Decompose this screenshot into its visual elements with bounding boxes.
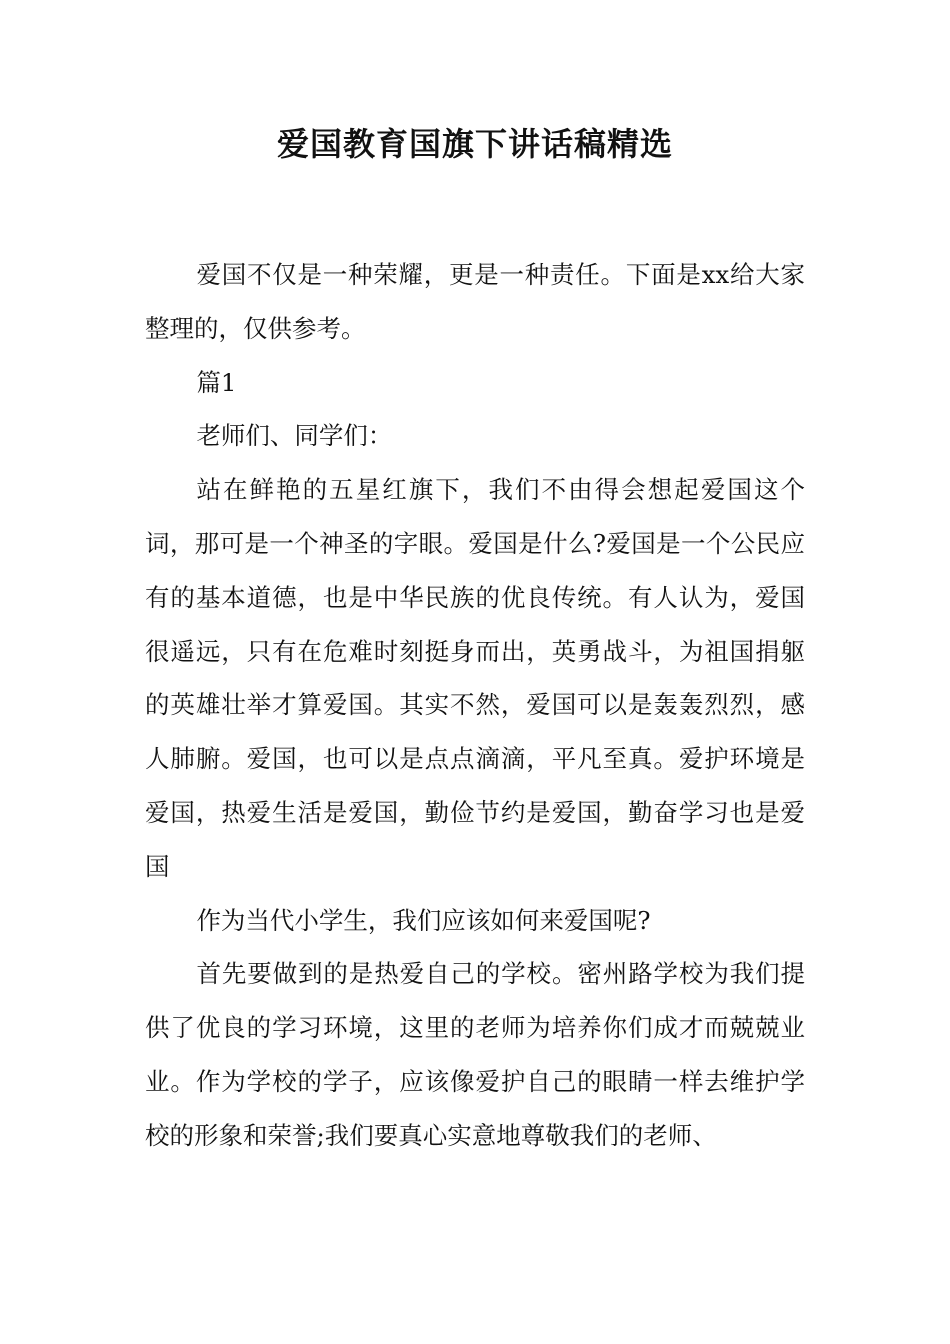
salutation: 老师们、同学们： (196, 421, 393, 451)
document-title: 爱国教育国旗下讲话稿精选 (276, 125, 673, 163)
document-body (145, 248, 805, 1163)
section-heading: 篇1 (196, 367, 237, 397)
body-paragraph: 首先要做到的是热爱自己的学校。密州路学校为我们提供了优良的学习环境，这里的老师为培养你们成才而兢兢业业。作为学校的学子，应该像爱护自己的眼睛一样去维护学校的形象和荣誉;我们要真心实意地尊敬我们的老师、 (145, 959, 805, 1150)
body-paragraph: 站在鲜艳的五星红旗下，我们不由得会想起爱国这个词，那可是一个神圣的字眼。爱国是什么?爱国是一个公民应有的基本道德，也是中华民族的优良传统。有人认为，爱国很遥远，只有在危难时刻挺身而出，英勇战斗，为祖国捐躯的英雄壮举才算爱国。其实不然，爱国可以是轰轰烈烈，感人肺腑。爱国，也可以是点点滴滴，平凡至真。爱护环境是爱国，热爱生活是爱国，勤俭节约是爱国，勤奋学习也是爱国 (145, 475, 805, 881)
body-paragraph: 作为当代小学生，我们应该如何来爱国呢? (196, 905, 651, 935)
intro-paragraph: 爱国不仅是一种荣耀，更是一种责任。下面是xx给大家整理的，仅供参考。 (145, 260, 805, 343)
